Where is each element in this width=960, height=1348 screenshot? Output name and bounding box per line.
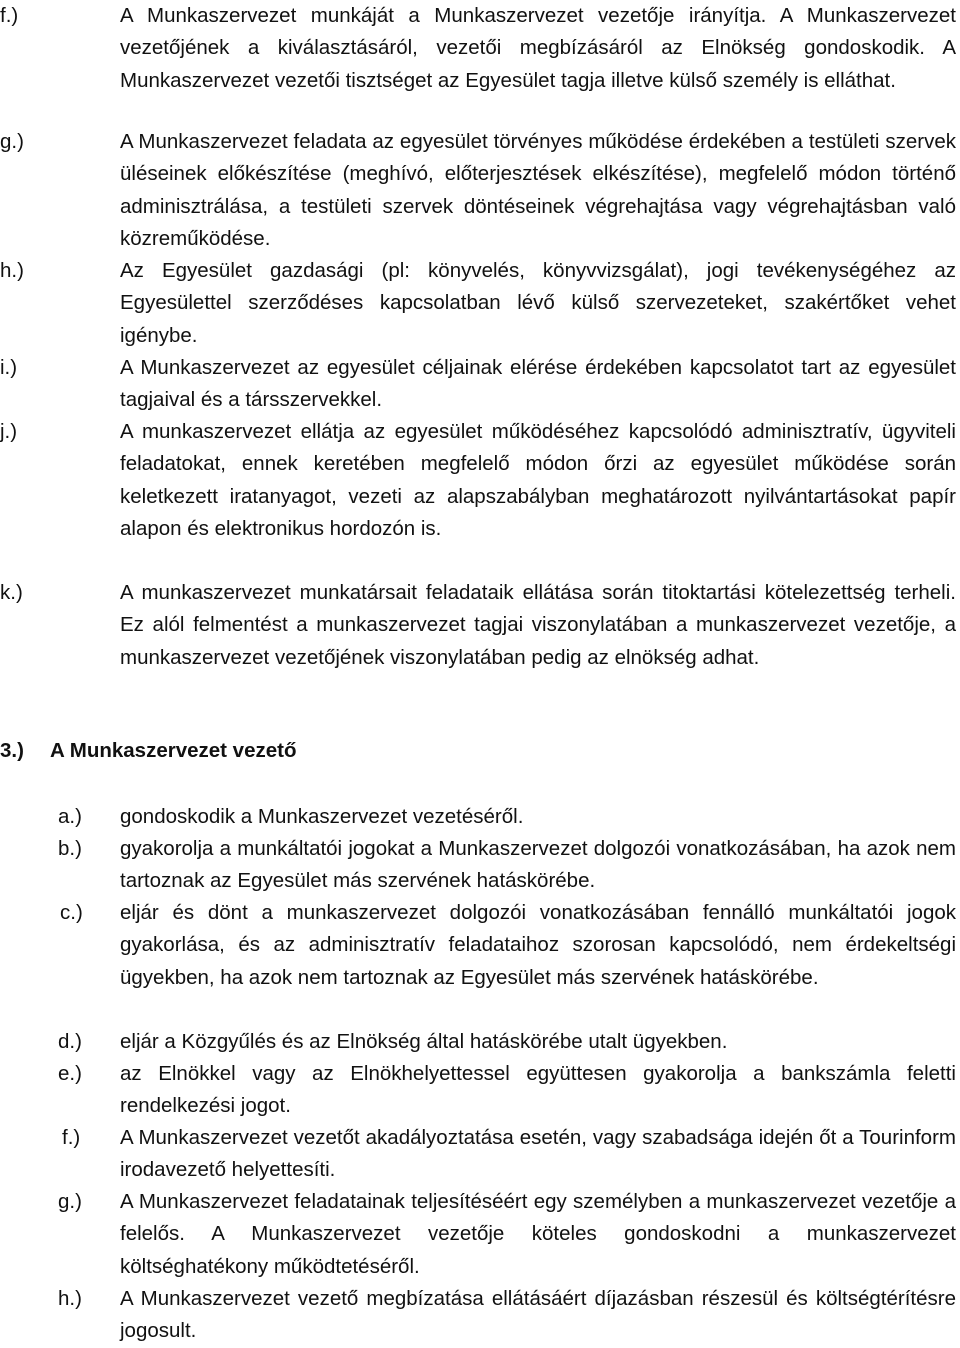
list-marker: h.)	[58, 1287, 82, 1310]
section-title: A Munkaszervezet vezető	[50, 739, 297, 762]
list-item-text: A Munkaszervezet feladatainak teljesítéséért egy személyben a munkaszervezet vezetője a felelős. A Munkaszervezet vezetője köteles gondoskodni a munkaszervezet költséghatékony működtetéséről.	[120, 1190, 956, 1278]
list-marker: j.)	[0, 420, 18, 443]
list-marker: e.)	[58, 1062, 82, 1085]
list-item-text: A Munkaszervezet az egyesület céljainak elérése érdekében kapcsolatot tart az egyesület tagjaival és a társszervekkel.	[120, 356, 956, 412]
list-marker: h.)	[0, 259, 24, 282]
list-item-text: A Munkaszervezet feladata az egyesület törvényes működése érdekében a testületi szervek üléseinek előkészítése (meghívó, előterjesztések elkészítése), megfelelő módon történő adminisztrálása, a testületi szervek döntéseinek végrehajtása vagy végrehajtásban való közreműködése.	[120, 130, 956, 250]
list-marker: i.)	[0, 356, 18, 379]
list-item-text: A Munkaszervezet vezetőt akadályoztatása esetén, vagy szabadsága idején őt a Tourinform irodavezető helyettesíti.	[120, 1126, 956, 1182]
list-marker: f.)	[0, 4, 19, 27]
list-marker: c.)	[60, 901, 83, 924]
list-item-text: A Munkaszervezet vezető megbízatása ellátásáért díjazásban részesül és költségtérítésre jogosult.	[120, 1287, 956, 1343]
list-marker: a.)	[58, 805, 82, 828]
section-number: 3.)	[0, 739, 24, 762]
list-item-text: gyakorolja a munkáltatói jogokat a Munkaszervezet dolgozói vonatkozásában, ha azok nem tartoznak az Egyesület más szervének hatáskörébe.	[120, 837, 956, 893]
list-marker: g.)	[58, 1190, 82, 1213]
list-item-text: A munkaszervezet munkatársait feladataik ellátása során titoktartási kötelezettség terheli. Ez alól felmentést a munkaszervezet tagjai viszonylatában a munkaszervezet vezetője, a munkaszervezet vezetőjének viszonylatában pedig az elnökség adhat.	[120, 581, 956, 669]
list-item-text: eljár a Közgyűlés és az Elnökség által hatáskörébe utalt ügyekben.	[120, 1030, 728, 1053]
list-marker: g.)	[0, 130, 24, 153]
list-item-text: az Elnökkel vagy az Elnökhelyettessel együttesen gyakorolja a bankszámla feletti rendelkezési jogot.	[120, 1062, 956, 1118]
list-item-text: Az Egyesület gazdasági (pl: könyvelés, könyvvizsgálat), jogi tevékenységéhez az Egyesülettel szerződéses kapcsolatban lévő külső szervezeteket, szakértőket vehet igénybe.	[120, 259, 956, 347]
list-marker: b.)	[58, 837, 82, 860]
list-item-text: A munkaszervezet ellátja az egyesület működéséhez kapcsolódó adminisztratív, ügyviteli feladatokat, ennek keretében megfelelő módon őrzi az egyesület működése során keletkezett iratanyagot, vezeti az alapszabályban meghatározott nyilvántartásokat papír alapon és elektronikus hordozón is.	[120, 420, 956, 540]
list-item-text: A Munkaszervezet munkáját a Munkaszervezet vezetője irányítja. A Munkaszervezet vezetőjének a kiválasztásáról, vezetői megbízásáról az Elnökség gondoskodik. A Munkaszervezet vezetői tisztséget az Egyesület tagja illetve külső személy is elláthat.	[120, 4, 956, 92]
list-item-text: gondoskodik a Munkaszervezet vezetéséről.	[120, 805, 524, 828]
list-item-text: eljár és dönt a munkaszervezet dolgozói vonatkozásában fennálló munkáltatói jogok gyakorlása, és az adminisztratív feladataihoz szorosan kapcsolódó, nem érdekeltségi ügyekben, ha azok nem tartoznak az Egyesület más szervének hatáskörébe.	[120, 901, 956, 989]
list-marker: f.)	[62, 1126, 81, 1149]
list-marker: k.)	[0, 581, 23, 604]
list-marker: d.)	[58, 1030, 82, 1053]
